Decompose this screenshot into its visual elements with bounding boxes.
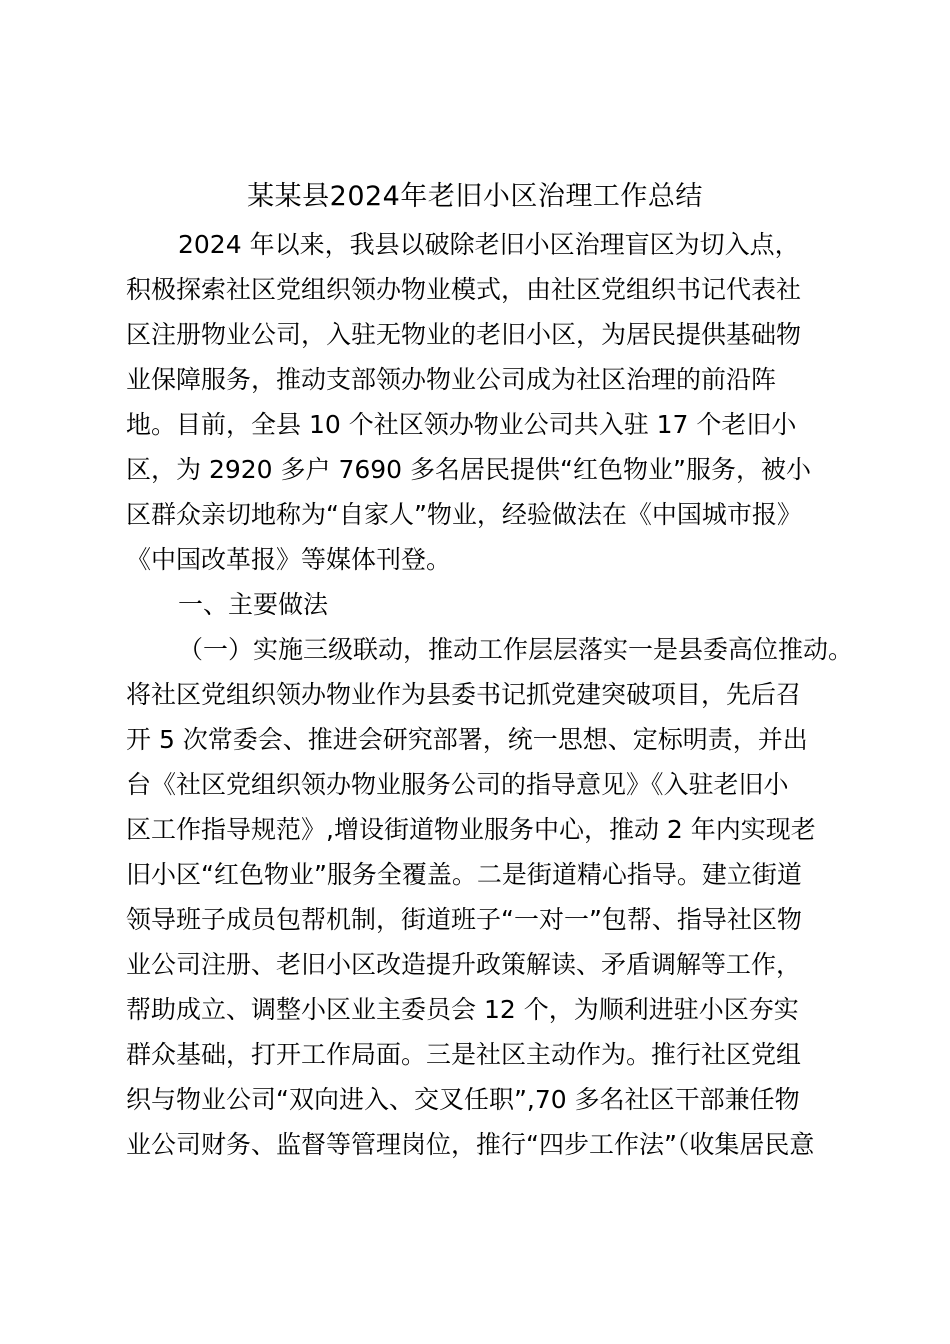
paragraph-line: 将社区党组织领办物业作为县委书记抓党建突破项目，先后召 [126, 680, 802, 709]
paragraph-line: 开 5 次常委会、推进会研究部署，统一思想、定标明责，并出 [126, 725, 808, 754]
section-heading: 一、主要做法 [178, 590, 329, 619]
paragraph-line: 领导班子成员包帮机制，街道班子“一对一”包帮、指导社区物 [126, 905, 802, 934]
paragraph-line: 区，为 2920 多户 7690 多名居民提供“红色物业”服务，被小 [126, 455, 811, 484]
paragraph-line: 业公司注册、老旧小区改造提升政策解读、矛盾调解等工作， [126, 950, 802, 979]
paragraph-line: 区工作指导规范》,增设街道物业服务中心，推动 2 年内实现老 [126, 815, 816, 844]
paragraph-line: 群众基础，打开工作局面。三是社区主动作为。推行社区党组 [126, 1040, 802, 1069]
paragraph-line: 旧小区“红色物业”服务全覆盖。二是街道精心指导。建立街道 [126, 860, 802, 889]
paragraph-line: 区群众亲切地称为“自家人”物业，经验做法在《中国城市报》 [126, 500, 802, 529]
subsection-heading-line: （一）实施三级联动，推动工作层层落实一是县委高位推动。 [178, 635, 854, 664]
paragraph-line: 台《社区党组织领办物业服务公司的指导意见》《入驻老旧小 [126, 770, 789, 799]
paragraph-line: 地。目前，全县 10 个社区领办物业公司共入驻 17 个老旧小 [126, 410, 797, 439]
paragraph-line: 《中国改革报》等媒体刊登。 [126, 545, 452, 574]
paragraph-line: 积极探索社区党组织领办物业模式，由社区党组织书记代表社 [126, 275, 802, 304]
paragraph-line: 2024 年以来，我县以破除老旧小区治理盲区为切入点， [178, 230, 800, 259]
paragraph-line: 业保障服务，推动支部领办物业公司成为社区治理的前沿阵 [126, 365, 777, 394]
paragraph-line: 业公司财务、监督等管理岗位，推行“四步工作法”（收集居民意 [126, 1130, 815, 1159]
paragraph-line: 区注册物业公司，入驻无物业的老旧小区，为居民提供基础物 [126, 320, 802, 349]
document-title: 某某县2024年老旧小区治理工作总结 [247, 181, 703, 212]
paragraph-line: 帮助成立、调整小区业主委员会 12 个，为顺利进驻小区夯实 [126, 995, 799, 1024]
paragraph-line: 织与物业公司“双向进入、交叉任职”,70 多名社区干部兼任物 [126, 1085, 800, 1114]
